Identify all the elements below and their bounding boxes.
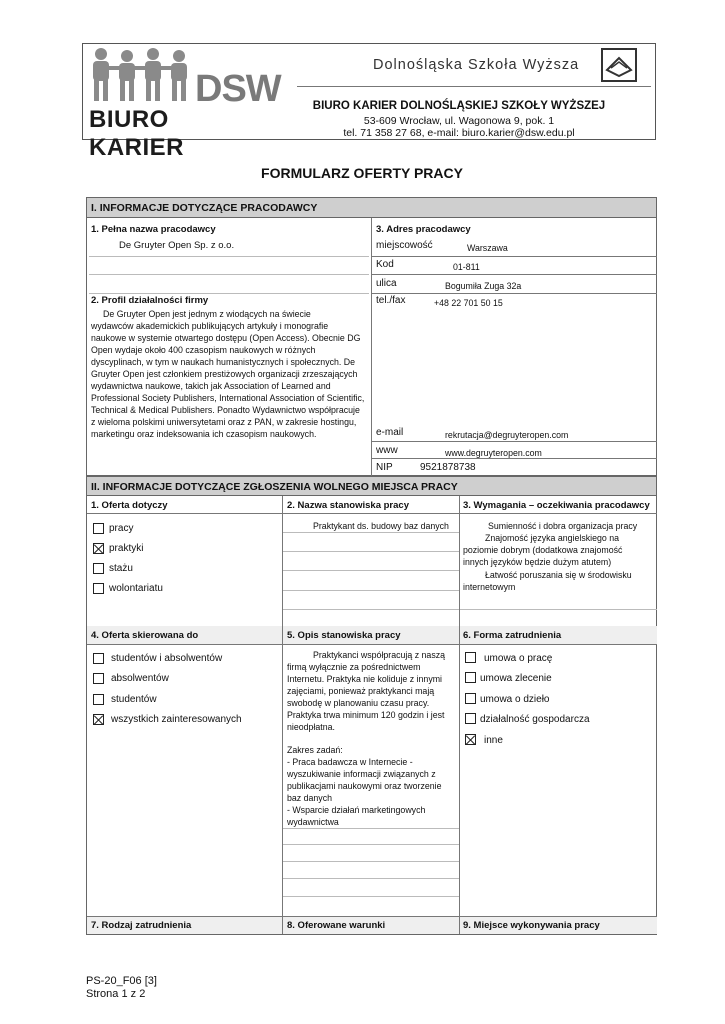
target-everyone-checkbox[interactable]: [93, 714, 104, 725]
street-value: Bogumiła Zuga 32a: [445, 281, 522, 291]
target-option-label: absolwentów: [111, 673, 169, 684]
school-name: Dolnośląska Szkoła Wyższa: [373, 57, 580, 73]
offer-type-label: 1. Oferta dotyczy: [91, 500, 168, 511]
description-line: firmą wyłącznie za pośrednictwem: [287, 662, 421, 672]
offer-option-label: wolontariatu: [109, 583, 163, 594]
target-label: 4. Oferta skierowana do: [91, 630, 199, 641]
org-address: 53-609 Wrocław, ul. Wagonowa 9, pok. 1: [363, 115, 555, 127]
description-line: swobodę w planowaniu czasu pracy.: [287, 698, 430, 708]
offer-option-label: pracy: [109, 523, 134, 534]
description-line: nieodpłatna.: [287, 722, 335, 732]
line: [283, 844, 459, 845]
description-line: publikacjami naukowymi oraz tworzenie: [287, 781, 442, 791]
city-label: miejscowość: [376, 240, 433, 251]
address-label: 3. Adres pracodawcy: [376, 224, 471, 235]
page-footer: [86, 975, 157, 1001]
city-value: Warszawa: [467, 243, 508, 253]
employment-option-label: inne: [484, 735, 503, 746]
postal-label: Kod: [376, 259, 394, 270]
target-option-label: studentów i absolwentów: [111, 653, 223, 664]
section2-heading: II. INFORMACJE DOTYCZĄCE ZGŁOSZENIA WOLNEGO MIEJSCA PRACY: [87, 476, 656, 496]
profile-line: dyscyplinach, w tym w naukach humanistycznych i społecznych. De: [91, 357, 356, 367]
profile-line: z wieloma polskimi uniwersytetami oraz z PAN, w zakresie hostingu,: [91, 417, 357, 427]
employment-task-checkbox[interactable]: [465, 693, 476, 704]
letterhead: [82, 43, 656, 161]
employer-name-label: 1. Pełna nazwa pracodawcy: [91, 224, 216, 235]
line: [87, 513, 657, 514]
profile-line: Open wydaje około 400 czasopism naukowych w różnych: [91, 345, 316, 355]
profile-line: Professional Society Publishers, International Association of Scientific,: [91, 393, 365, 403]
line: [283, 609, 459, 610]
employment-other-checkbox[interactable]: [465, 734, 476, 745]
offer-stazu-checkbox[interactable]: [93, 563, 104, 574]
description-line: - Wsparcie działań marketingowych: [287, 805, 426, 815]
line: [283, 532, 459, 533]
www-value: www.degruyteropen.com: [445, 448, 542, 458]
target-option-label: studentów: [111, 694, 157, 705]
line: [283, 878, 459, 879]
line: [372, 441, 657, 442]
logo-text: BIURO KARIER: [89, 106, 185, 161]
employment-contract-checkbox[interactable]: [465, 652, 476, 663]
target-graduates-checkbox[interactable]: [93, 673, 104, 684]
line: [372, 274, 657, 275]
profile-label: 2. Profil działalności firmy: [91, 295, 209, 306]
form-code: PS-20_F06 [3]: [86, 975, 157, 987]
section1-heading: I. INFORMACJE DOTYCZĄCE PRACODAWCY: [87, 198, 656, 218]
people-figures-icon: [87, 46, 197, 106]
column-divider: [459, 626, 460, 644]
line: [87, 644, 657, 645]
workplace-label: 9. Miejsce wykonywania pracy: [463, 920, 600, 931]
offer-option-label: praktyki: [109, 543, 144, 554]
logo-brand: DSW: [195, 68, 281, 110]
email-label: e-mail: [376, 427, 404, 438]
target-students-graduates-checkbox[interactable]: [93, 653, 104, 664]
requirement-line: Znajomość języka angielskiego na: [485, 533, 619, 543]
description-line: Praktykanci współpracują z naszą: [313, 650, 446, 660]
line: [283, 570, 459, 571]
nip-label: NIP: [376, 462, 393, 473]
profile-line: naukowe w systemie otwartego dostępu (Open Access). Obecnie DG: [91, 333, 361, 343]
requirement-line: internetowym: [463, 582, 516, 592]
offer-option-label: stażu: [109, 563, 133, 574]
profile-line: Technical & Medical Publishers. Ponadto Wydawnictwo współpracuje: [91, 405, 360, 415]
requirement-line: Sumienność i dobra organizacja pracy: [488, 521, 638, 531]
telfax-value: +48 22 701 50 15: [434, 298, 503, 308]
employment-form-label: 6. Forma zatrudnienia: [463, 630, 562, 641]
employment-option-label: umowa o pracę: [484, 653, 553, 664]
nip-value: 9521878738: [420, 462, 476, 473]
position-name-value: Praktykant ds. budowy baz danych: [313, 521, 449, 531]
postal-value: 01-811: [453, 262, 480, 272]
description-label: 5. Opis stanowiska pracy: [287, 630, 401, 641]
line: [283, 551, 459, 552]
profile-line: Gruyter Open jest członkiem prestiżowych organizacji zrzeszających: [91, 369, 358, 379]
employment-option-label: umowa o dzieło: [480, 694, 550, 705]
profile-line: De Gruyter Open jest jednym z wiodących na świecie: [103, 309, 311, 319]
position-name-label: 2. Nazwa stanowiska pracy: [287, 500, 409, 511]
column-divider: [459, 917, 460, 934]
line: [372, 293, 657, 294]
employment-option-label: działalność gospodarcza: [480, 714, 590, 725]
line: [283, 896, 459, 897]
org-contact: tel. 71 358 27 68, e-mail: biuro.karier@dsw.edu.pl: [343, 127, 575, 139]
requirement-line: poziomie dobrym (dodatkowa znajomość: [463, 545, 623, 555]
description-line: Internetu. Praktyka nie koliduje z innymi: [287, 674, 442, 684]
description-line: Zakres zadań:: [287, 745, 343, 755]
telfax-label: tel./fax: [376, 295, 406, 306]
line: [460, 609, 657, 610]
target-option-label: wszystkich zainteresowanych: [111, 714, 242, 725]
line: [89, 293, 369, 294]
profile-line: marketingu oraz indeksowania ich czasopism naukowych.: [91, 429, 317, 439]
offer-pracy-checkbox[interactable]: [93, 523, 104, 534]
offer-wolontariatu-checkbox[interactable]: [93, 583, 104, 594]
page-number: Strona 1 z 2: [86, 988, 146, 1000]
description-line: - Praca badawcza w Internecie -: [287, 757, 413, 767]
line: [283, 590, 459, 591]
employment-mandate-checkbox[interactable]: [465, 672, 476, 683]
column-divider: [282, 626, 283, 644]
street-label: ulica: [376, 278, 397, 289]
header-divider: [297, 86, 651, 87]
employment-type-label: 7. Rodzaj zatrudnienia: [91, 920, 192, 931]
line: [372, 256, 657, 257]
description-line: wydawnictwa: [287, 817, 339, 827]
conditions-label: 8. Oferowane warunki: [287, 920, 386, 931]
www-label: www: [376, 445, 398, 456]
description-line: zajęciami, ponieważ praktykanci mają: [287, 686, 435, 696]
description-line: wyszukiwanie informacji związanych z: [287, 769, 436, 779]
line: [89, 256, 369, 257]
employment-business-checkbox[interactable]: [465, 713, 476, 724]
school-crest-icon: [601, 48, 637, 82]
employment-option-label: umowa zlecenie: [480, 673, 552, 684]
profile-line: wydawnictwa naukowe, takich jak Association of Learned and: [91, 381, 331, 391]
form-title: FORMULARZ OFERTY PRACY: [261, 165, 463, 181]
offer-praktyki-checkbox[interactable]: [93, 543, 104, 554]
requirement-line: Łatwość poruszania się w środowisku: [485, 570, 632, 580]
line: [283, 828, 459, 829]
requirements-label: 3. Wymagania – oczekiwania pracodawcy: [463, 500, 650, 511]
section-employer-info: [86, 197, 657, 476]
description-line: Praktyka trwa minimum 120 godzin i jest: [287, 710, 445, 720]
email-value: rekrutacja@degruyteropen.com: [445, 430, 569, 440]
profile-line: wydawców akademickich publikujących artykuły i monografie: [91, 321, 329, 331]
line: [372, 458, 657, 459]
column-divider: [459, 496, 460, 934]
description-line: baz danych: [287, 793, 332, 803]
target-students-checkbox[interactable]: [93, 694, 104, 705]
section-vacancy-info: [86, 476, 657, 935]
requirement-line: innych języków będzie dużym atutem): [463, 557, 612, 567]
column-divider: [282, 496, 283, 934]
line: [89, 274, 369, 275]
column-divider: [282, 917, 283, 934]
employer-name-value: De Gruyter Open Sp. z o.o.: [119, 240, 235, 251]
dsw-logo: [87, 46, 281, 161]
org-title: BIURO KARIER DOLNOŚLĄSKIEJ SZKOŁY WYŻSZEJ: [312, 100, 606, 112]
line: [283, 861, 459, 862]
